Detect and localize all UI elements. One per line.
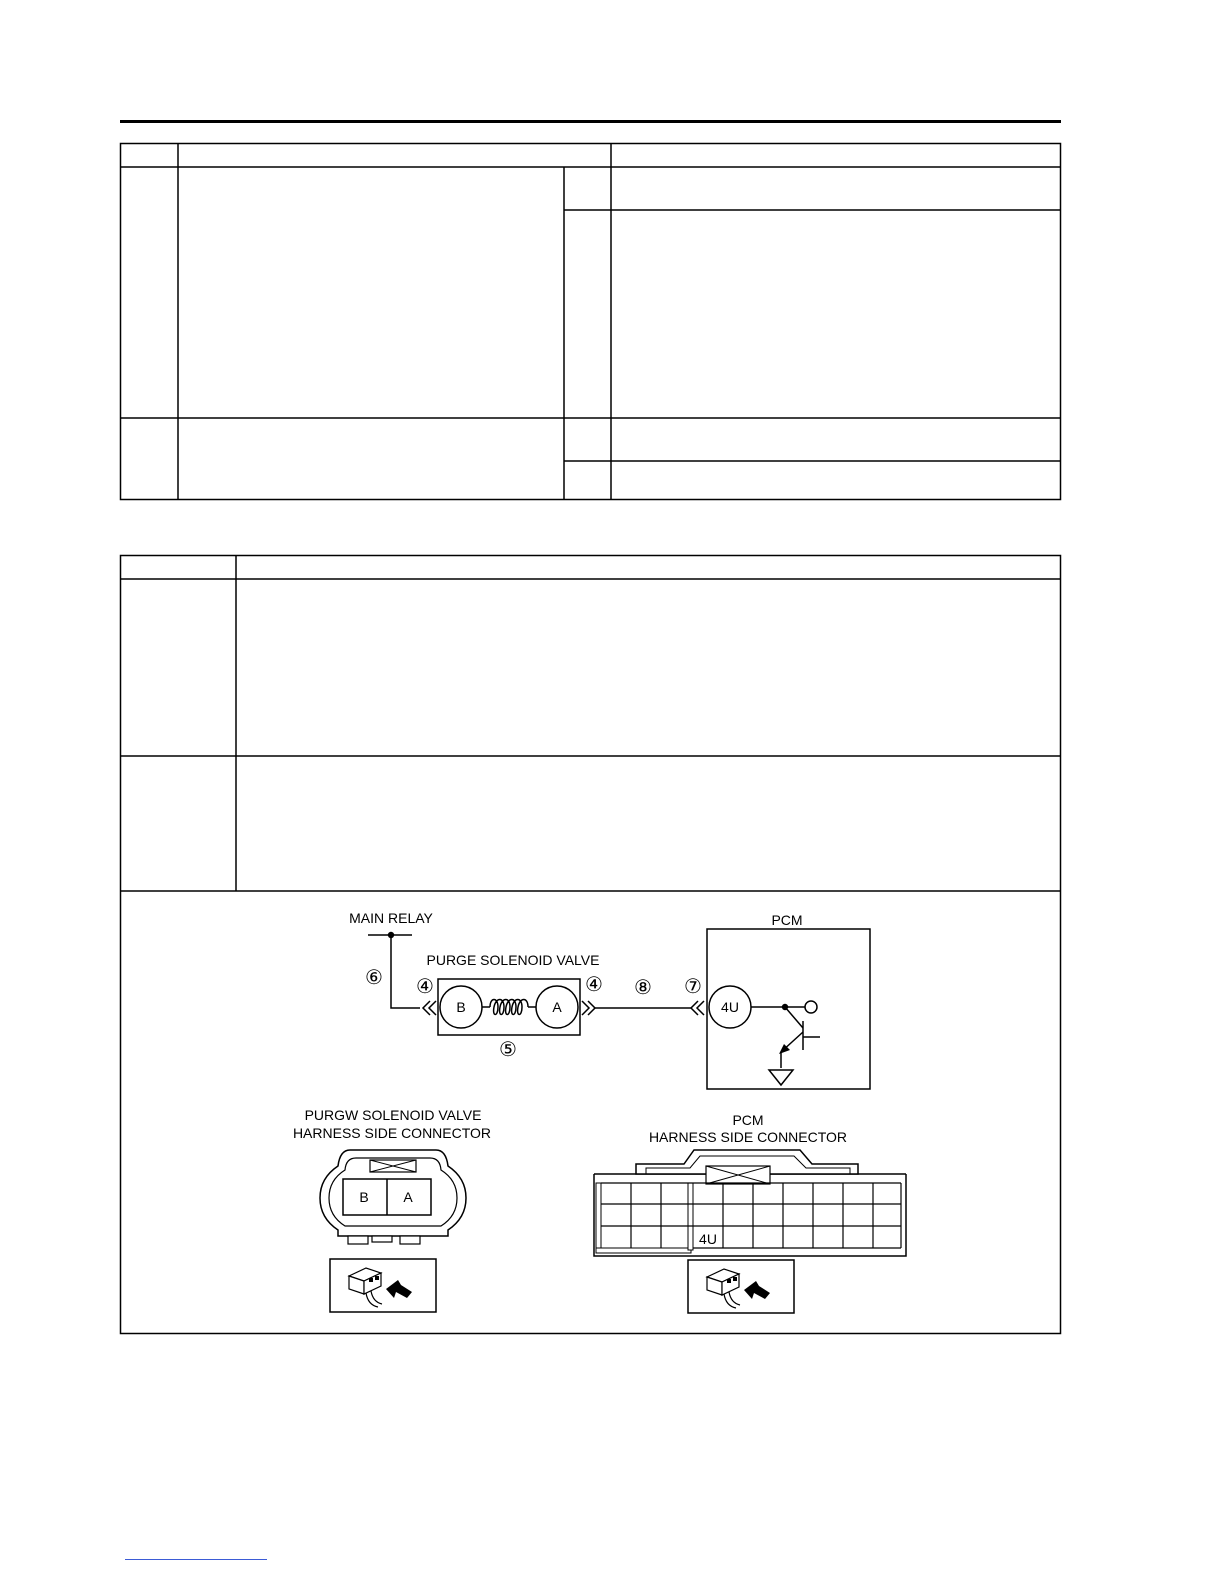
callout-5: ⑤ — [499, 1039, 517, 1061]
left-connector-b: B — [359, 1189, 369, 1205]
right-connector-chevron — [582, 1001, 589, 1015]
right-connector-grid — [601, 1183, 901, 1248]
transistor-icon — [785, 1007, 803, 1028]
pcm-terminal-icon — [805, 1001, 817, 1013]
right-view-indicator — [688, 1260, 794, 1313]
ground-icon — [769, 1070, 793, 1085]
right-connector-title-1: PCM — [732, 1112, 764, 1128]
callout-6: ⑥ — [365, 967, 383, 989]
right-harness-connector — [594, 1112, 906, 1313]
right-connector-4u: 4U — [699, 1231, 717, 1247]
left-connector-title-1: PURGW SOLENOID VALVE — [304, 1107, 482, 1123]
pcm-label: PCM — [771, 912, 803, 928]
callout-4-left: ④ — [416, 976, 434, 998]
left-hatch — [596, 1183, 601, 1250]
coil-icon — [490, 1000, 528, 1015]
purge-solenoid-valve-label: PURGE SOLENOID VALVE — [426, 952, 600, 968]
main-relay-label: MAIN RELAY — [349, 910, 433, 926]
wiring-diagram — [349, 910, 870, 1089]
table-2 — [120, 555, 1061, 1334]
table-1 — [120, 143, 1061, 500]
left-harness-connector — [293, 1107, 491, 1312]
left-connector-a: A — [403, 1189, 413, 1205]
left-view-indicator — [330, 1259, 436, 1312]
terminal-a: A — [552, 999, 562, 1015]
left-connector-title-2: HARNESS SIDE CONNECTOR — [292, 1125, 492, 1141]
callout-7: ⑦ — [684, 976, 702, 998]
footer-link-underline[interactable] — [125, 1559, 267, 1560]
terminal-4u: 4U — [721, 999, 739, 1015]
terminal-b: B — [456, 999, 466, 1015]
callout-4-right: ④ — [585, 974, 603, 996]
callout-8: ⑧ — [634, 977, 652, 999]
right-connector-title-2: HARNESS SIDE CONNECTOR — [648, 1129, 848, 1145]
right-connector-body — [594, 1174, 906, 1256]
